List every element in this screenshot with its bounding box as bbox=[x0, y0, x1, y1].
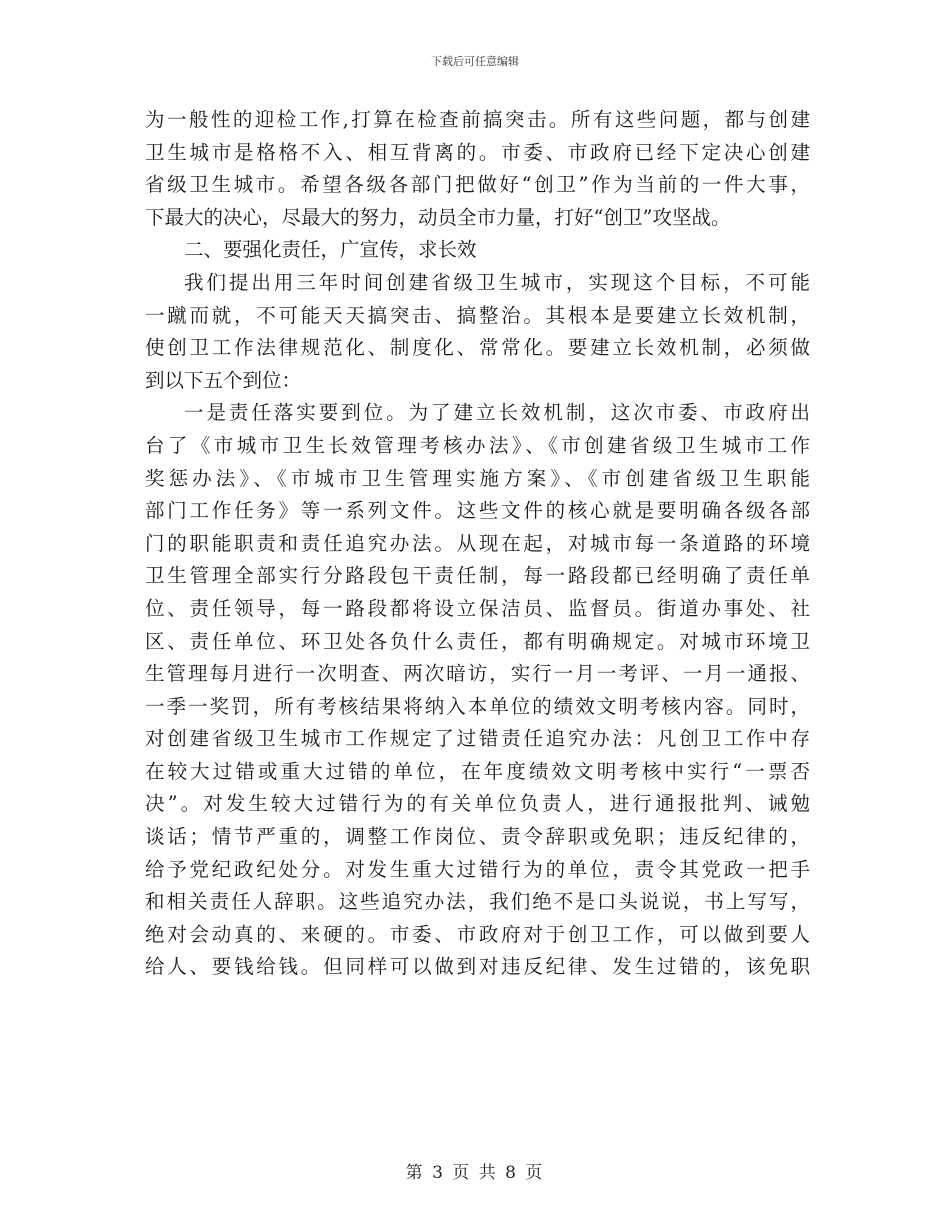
text-line: 为一般性的迎检工作,打算在检查前搞突击。所有这些问题，都与创建 bbox=[145, 108, 810, 131]
page-header: 下载后可任意编辑 bbox=[431, 55, 519, 68]
text-line: 决”。对发生较大过错行为的有关单位负责人，进行通报批判、诫勉 bbox=[145, 792, 810, 816]
page-footer: 第 3 页 共 8 页 bbox=[405, 1163, 545, 1183]
text-line: 部门工作任务》等一系列文件。这些文件的核心就是要明确各级各部 bbox=[145, 499, 810, 523]
text-line: 给予党纪政纪处分。对发生重大过错行为的单位，责令其党政一把手 bbox=[145, 857, 810, 881]
text-line: 省级卫生城市。希望各级各部门把做好“创卫”作为当前的一件大事， bbox=[145, 173, 810, 197]
text-line: 区、责任单位、环卫处各负什么责任，都有明确规定。对城市环境卫 bbox=[145, 629, 810, 653]
section-heading: 二、要强化责任，广宣传，求长效 bbox=[184, 238, 477, 262]
text-line: 卫生城市是格格不入、相互背离的。市委、市政府已经下定决心创建 bbox=[145, 140, 810, 164]
text-line: 使创卫工作法律规范化、制度化、常常化。要建立长效机制，必须做 bbox=[145, 336, 810, 360]
text-line: 门的职能职责和责任追究办法。从现在起，对城市每一条道路的环境 bbox=[145, 531, 810, 555]
text-line: 到以下五个到位： bbox=[145, 368, 302, 392]
text-line: 谈话；情节严重的，调整工作岗位、责令辞职或免职；违反纪律的， bbox=[145, 825, 810, 849]
text-line: 在较大过错或重大过错的单位，在年度绩效文明考核中实行“一票否 bbox=[145, 759, 810, 783]
text-line: 一季一奖罚，所有考核结果将纳入本单位的绩效文明考核内容。同时， bbox=[145, 694, 810, 718]
text-line: 奖惩办法》、《市城市卫生管理实施方案》、《市创建省级卫生职能 bbox=[145, 466, 810, 490]
text-line: 生管理每月进行一次明查、两次暗访，实行一月一考评、一月一通报、 bbox=[145, 662, 810, 686]
text-line: 卫生管理全部实行分路段包干责任制，每一路段都已经明确了责任单 bbox=[145, 564, 810, 588]
text-line: 下最大的决心，尽最大的努力，动员全市力量，打好“创卫”攻坚战。 bbox=[145, 205, 731, 229]
text-line: 绝对会动真的、来硬的。市委、市政府对于创卫工作，可以做到要人 bbox=[145, 922, 810, 946]
text-line: 对创建省级卫生城市工作规定了过错责任追究办法：凡创卫工作中存 bbox=[145, 727, 810, 751]
text-line: 台了《市城市卫生长效管理考核办法》、《市创建省级卫生城市工作 bbox=[145, 433, 810, 457]
text-line: 我们提出用三年时间创建省级卫生城市，实现这个目标，不可能 bbox=[184, 270, 810, 294]
text-line: 位、责任领导，每一路段都将设立保洁员、监督员。街道办事处、社 bbox=[145, 596, 810, 620]
body-text bbox=[145, 104, 810, 984]
text-line: 一蹴而就，不可能天天搞突击、搞整治。其根本是要建立长效机制， bbox=[145, 303, 810, 327]
text-line: 和相关责任人辞职。这些追究办法，我们绝不是口头说说，书上写写， bbox=[145, 890, 810, 914]
text-line: 给人、要钱给钱。但同样可以做到对违反纪律、发生过错的，该免职 bbox=[145, 955, 810, 979]
text-line: 一是责任落实要到位。为了建立长效机制，这次市委、市政府出 bbox=[184, 401, 810, 425]
